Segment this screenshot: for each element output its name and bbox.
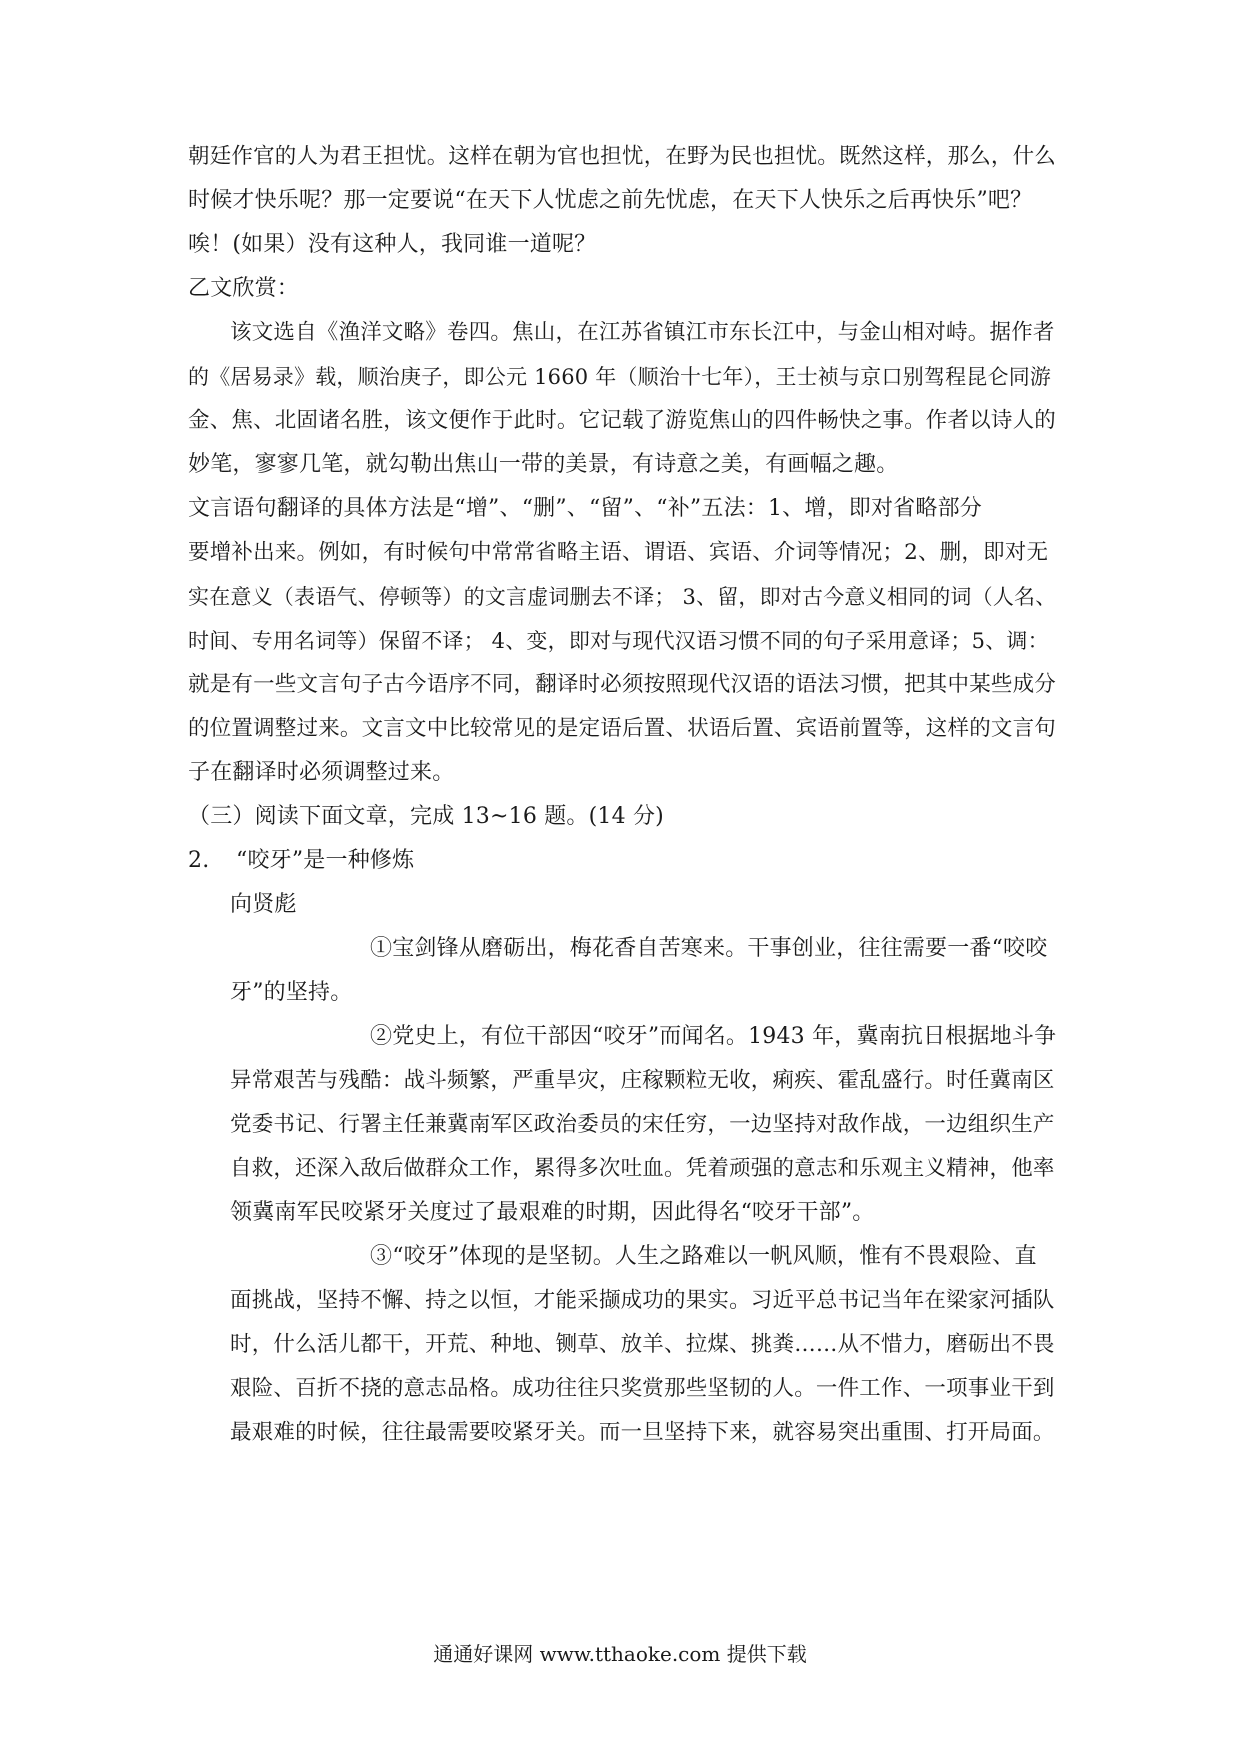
paragraph-line: 文言语句翻译的具体方法是“增”、“删”、“留”、“补”五法：1、增，即对省略部分 bbox=[188, 496, 982, 521]
article-line: ①宝剑锋从磨砺出，梅花香自苦寒来。干事创业，往往需要一番“咬咬 bbox=[370, 936, 1048, 961]
paragraph-line: 就是有一些文言句子古今语序不同，翻译时必须按照现代汉语的语法习惯，把其中某些成分 bbox=[188, 672, 1057, 697]
article-line: 自救，还深入敌后做群众工作，累得多次吐血。凭着顽强的意志和乐观主义精神，他率 bbox=[230, 1156, 1055, 1181]
article-line: 艰险、百折不挠的意志品格。成功往往只奖赏那些坚韧的人。一件工作、一项事业干到 bbox=[230, 1376, 1055, 1401]
article-line: 面挑战，坚持不懈、持之以恒，才能采撷成功的果实。习近平总书记当年在梁家河插队 bbox=[230, 1288, 1055, 1313]
paragraph-line: 该文选自《渔洋文略》卷四。焦山，在江苏省镇江市东长江中，与金山相对峙。据作者 bbox=[230, 320, 1055, 345]
translation-line: 时候才快乐呢？那一定要说“在天下人忧虑之前先忧虑，在天下人快乐之后再快乐”吧？ bbox=[188, 188, 1033, 213]
article-title: “咬牙”是一种修炼 bbox=[236, 848, 415, 873]
section-heading: （三）阅读下面文章，完成 13~16 题。(14 分) bbox=[188, 804, 664, 829]
translation-line: 朝廷作官的人为君王担忧。这样在朝为官也担忧，在野为民也担忧。既然这样，那么，什么 bbox=[188, 144, 1057, 169]
section-heading: 乙文欣赏： bbox=[188, 276, 300, 301]
article-line: 最艰难的时候，往往最需要咬紧牙关。而一旦坚持下来，就容易突出重围、打开局面。 bbox=[230, 1420, 1055, 1445]
article-line: 异常艰苦与残酷：战斗频繁，严重旱灾，庄稼颗粒无收，痢疾、霍乱盛行。时任冀南区 bbox=[230, 1068, 1055, 1093]
article-author: 向贤彪 bbox=[230, 892, 297, 917]
paragraph-line: 金、焦、北固诸名胜，该文便作于此时。它记载了游览焦山的四件畅快之事。作者以诗人的 bbox=[188, 408, 1057, 433]
article-line: ③“咬牙”体现的是坚韧。人生之路难以一帆风顺，惟有不畏艰险、直 bbox=[370, 1244, 1037, 1269]
article-line: ②党史上，有位干部因“咬牙”而闻名。1943 年，冀南抗日根据地斗争 bbox=[370, 1024, 1057, 1049]
paragraph-line: 时间、专用名词等）保留不译； 4、变，即对与现代汉语习惯不同的句子采用意译；5、调： bbox=[188, 629, 1049, 653]
paragraph-line: 妙笔，寥寥几笔，就勾勒出焦山一带的美景，有诗意之美，有画幅之趣。 bbox=[188, 452, 899, 477]
translation-line: 唉！(如果）没有这种人，我同谁一道呢？ bbox=[188, 232, 597, 257]
paragraph-line: 子在翻译时必须调整过来。 bbox=[188, 760, 455, 785]
question-number: 2. bbox=[188, 848, 210, 873]
paragraph-line: 要增补出来。例如，有时候句中常常省略主语、谓语、宾语、介词等情况；2、删，即对无 bbox=[188, 540, 1049, 565]
page-footer: 通通好课网 www.tthaoke.com 提供下载 bbox=[433, 1642, 807, 1666]
paragraph-line: 实在意义（表语气、停顿等）的文言虚词删去不译； 3、留，即对古今意义相同的词（人名、 bbox=[188, 585, 1057, 609]
paragraph-line: 的位置调整过来。文言文中比较常见的是定语后置、状语后置、宾语前置等，这样的文言句 bbox=[188, 716, 1057, 741]
paragraph-line: 的《居易录》载，顺治庚子，即公元 1660 年（顺治十七年），王士祯与京口别驾程昆仑同游 bbox=[188, 365, 1052, 389]
article-line: 领冀南军民咬紧牙关度过了最艰难的时期，因此得名“咬牙干部”。 bbox=[230, 1200, 875, 1225]
article-line: 时，什么活儿都干，开荒、种地、铡草、放羊、拉煤、挑粪……从不惜力，磨砺出不畏 bbox=[230, 1332, 1055, 1357]
article-line: 牙”的坚持。 bbox=[230, 980, 353, 1005]
article-line: 党委书记、行署主任兼冀南军区政治委员的宋任穷，一边坚持对敌作战，一边组织生产 bbox=[230, 1112, 1055, 1137]
